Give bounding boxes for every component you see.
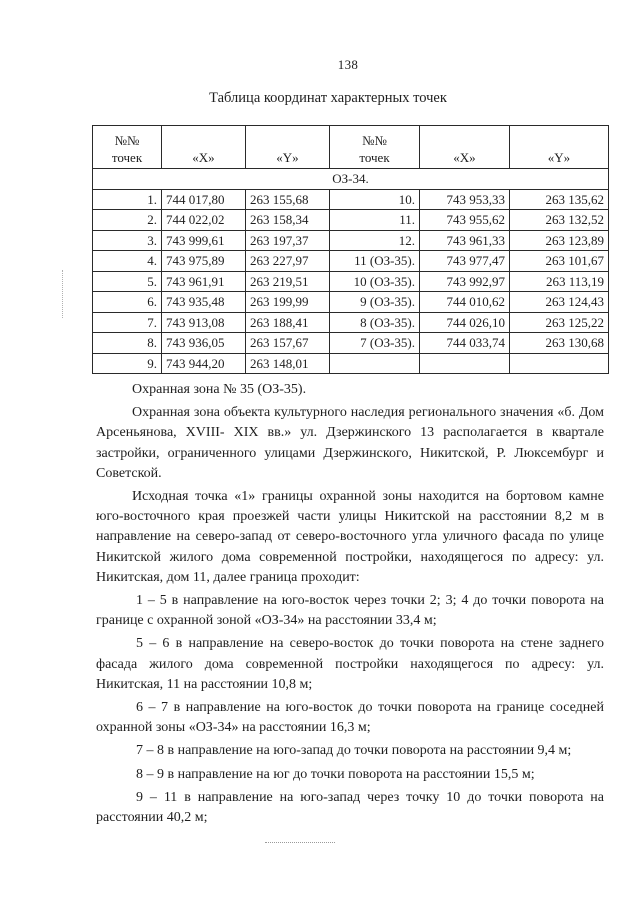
table-row bbox=[93, 271, 609, 292]
header-x: «X» bbox=[162, 126, 246, 169]
y-value-2: 263 130,68 bbox=[510, 333, 609, 354]
y-value-2: 263 123,89 bbox=[510, 230, 609, 251]
x-value-2: 743 961,33 bbox=[420, 230, 510, 251]
header-point-number bbox=[93, 126, 162, 169]
table-row bbox=[93, 292, 609, 313]
point-number: 6. bbox=[93, 292, 162, 313]
point-number-2: 9 (ОЗ-35). bbox=[330, 292, 420, 313]
y-value-2: 263 132,52 bbox=[510, 210, 609, 231]
header-num2-line1: №№ bbox=[362, 133, 387, 148]
table-row bbox=[93, 210, 609, 231]
y-value: 263 197,37 bbox=[246, 230, 330, 251]
x-value-2: 744 010,62 bbox=[420, 292, 510, 313]
x-value: 743 913,08 bbox=[162, 312, 246, 333]
scan-smudge bbox=[265, 842, 335, 849]
header-y-2: «Y» bbox=[510, 126, 609, 169]
y-value: 263 155,68 bbox=[246, 189, 330, 210]
y-value-2: 263 135,62 bbox=[510, 189, 609, 210]
y-value-2: 263 125,22 bbox=[510, 312, 609, 333]
paragraph: 6 – 7 в направление на юго-восток до точки поворота на границе соседней охранной зоны «ОЗ-34» на расстоянии 16,3 м; bbox=[96, 700, 604, 736]
y-value-2: 263 113,19 bbox=[510, 271, 609, 292]
x-value-2: 743 992,97 bbox=[420, 271, 510, 292]
y-value: 263 199,99 bbox=[246, 292, 330, 313]
y-value-2: 263 124,43 bbox=[510, 292, 609, 313]
point-number: 3. bbox=[93, 230, 162, 251]
point-number: 8. bbox=[93, 333, 162, 354]
table-row bbox=[93, 333, 609, 354]
paragraph: 7 – 8 в направление на юго-запад до точки поворота на расстоянии 9,4 м; bbox=[136, 743, 572, 759]
y-value-2: 263 101,67 bbox=[510, 251, 609, 272]
x-value: 743 999,61 bbox=[162, 230, 246, 251]
paragraph: 5 – 6 в направление на северо-восток до точки поворота на стене заднего фасада жилого дома современной постройки находящегося по адресу: ул. Никитская, 11 на расстоянии 10,8 м; bbox=[96, 636, 604, 692]
coordinates-body bbox=[93, 189, 609, 374]
table-row bbox=[93, 230, 609, 251]
table-row bbox=[93, 353, 609, 374]
margin-marks bbox=[62, 270, 66, 318]
point-number: 2. bbox=[93, 210, 162, 231]
x-value: 743 961,91 bbox=[162, 271, 246, 292]
x-value: 743 935,48 bbox=[162, 292, 246, 313]
zone-row bbox=[93, 169, 609, 190]
y-value-2 bbox=[510, 353, 609, 374]
paragraph: 1 – 5 в направление на юго-восток через точки 2; 3; 4 до точки поворота на границе с охранной зоной «ОЗ-34» на расстоянии 33,4 м; bbox=[96, 593, 604, 629]
point-number-2: 11. bbox=[330, 210, 420, 231]
x-value-2: 743 955,62 bbox=[420, 210, 510, 231]
header-point-number-2 bbox=[330, 126, 420, 169]
header-x-2: «X» bbox=[420, 126, 510, 169]
point-number-2: 12. bbox=[330, 230, 420, 251]
x-value-2: 743 977,47 bbox=[420, 251, 510, 272]
x-value: 743 975,89 bbox=[162, 251, 246, 272]
section-heading: Охранная зона № 35 (ОЗ-35). bbox=[132, 382, 307, 397]
point-number: 4. bbox=[93, 251, 162, 272]
y-value: 263 157,67 bbox=[246, 333, 330, 354]
header-num-line1: №№ bbox=[114, 133, 140, 148]
point-number-2 bbox=[330, 353, 420, 374]
header-num2-line2: точек bbox=[359, 150, 390, 165]
point-number-2: 11 (ОЗ-35). bbox=[330, 251, 420, 272]
table-row bbox=[93, 251, 609, 272]
paragraph: 9 – 11 в направление на юго-запад через точку 10 до точки поворота на расстоянии 40,2 м; bbox=[96, 789, 604, 826]
paragraph: Охранная зона объекта культурного наследия регионального значения «б. Дом Арсеньянова, XVIII- XIX вв.» ул. Дзержинского 13 располагается в квартале застройки, ограниченного улицами Дзержинского, Никитской, Р. Люксембург и Советской. bbox=[96, 405, 604, 481]
header-y: «Y» bbox=[246, 126, 330, 169]
point-number-2: 10. bbox=[330, 189, 420, 210]
y-value: 263 148,01 bbox=[246, 353, 330, 374]
coordinates-table bbox=[92, 125, 609, 374]
point-number-2: 7 (ОЗ-35). bbox=[330, 333, 420, 354]
x-value-2: 744 033,74 bbox=[420, 333, 510, 354]
x-value: 743 936,05 bbox=[162, 333, 246, 354]
point-number-2: 10 (ОЗ-35). bbox=[330, 271, 420, 292]
table-header-row bbox=[93, 126, 609, 169]
x-value: 744 022,02 bbox=[162, 210, 246, 231]
y-value: 263 227,97 bbox=[246, 251, 330, 272]
point-number: 9. bbox=[93, 353, 162, 374]
x-value-2 bbox=[420, 353, 510, 374]
point-number-2: 8 (ОЗ-35). bbox=[330, 312, 420, 333]
x-value: 744 017,80 bbox=[162, 189, 246, 210]
x-value: 743 944,20 bbox=[162, 353, 246, 374]
point-number: 1. bbox=[93, 189, 162, 210]
point-number: 5. bbox=[93, 271, 162, 292]
y-value: 263 188,41 bbox=[246, 312, 330, 333]
paragraph: 8 – 9 в направление на юг до точки поворота на расстоянии 15,5 м; bbox=[136, 766, 535, 782]
header-num-line2: точек bbox=[111, 150, 143, 165]
table-row bbox=[93, 312, 609, 333]
y-value: 263 219,51 bbox=[246, 271, 330, 292]
body-text bbox=[96, 380, 604, 831]
x-value-2: 744 026,10 bbox=[420, 312, 510, 333]
zone-label: ОЗ-34. bbox=[93, 169, 609, 190]
table-row bbox=[93, 189, 609, 210]
page-number: 138 bbox=[337, 57, 359, 72]
paragraph: Исходная точка «1» границы охранной зоны находится на бортовом камне юго-восточного края проезжей части улицы Никитской на расстоянии 8,2 м в направление на северо-запад от северо-восточного угла уличного фасада по улице Никитской жилого дома современной постройки, находящегося по адресу: ул. Никитская, дом 11, далее граница проходит: bbox=[96, 489, 604, 585]
y-value: 263 158,34 bbox=[246, 210, 330, 231]
point-number: 7. bbox=[93, 312, 162, 333]
x-value-2: 743 953,33 bbox=[420, 189, 510, 210]
table-title: Таблица координат характерных точек bbox=[209, 90, 447, 106]
